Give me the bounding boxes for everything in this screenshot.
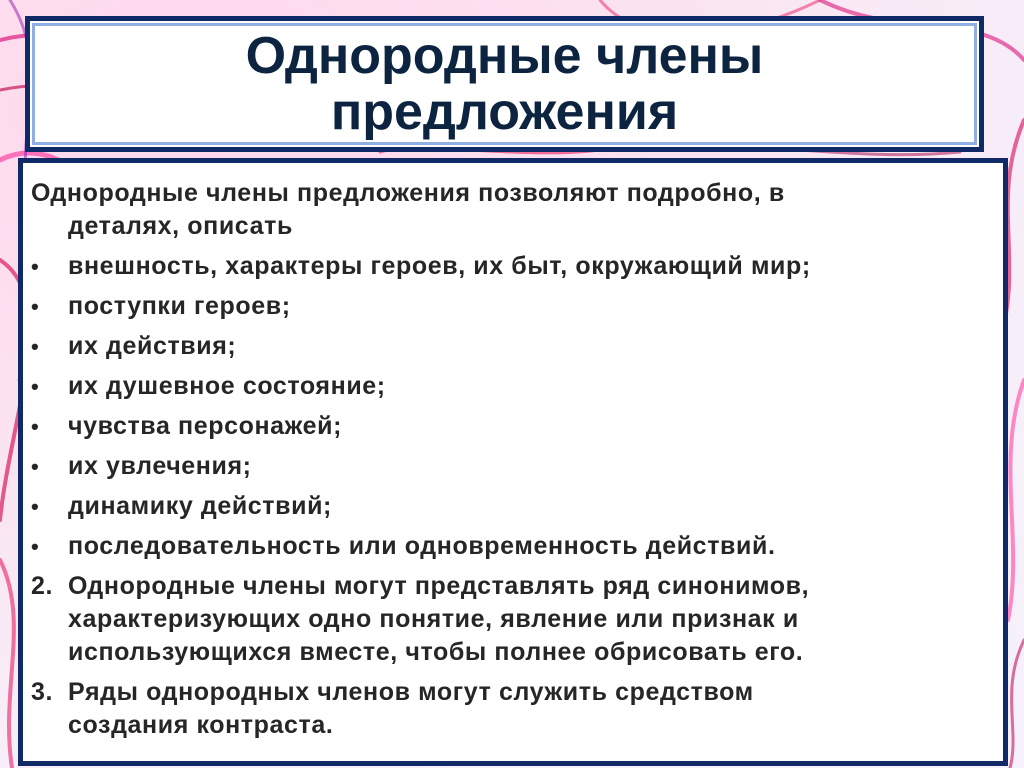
bullet-icon: • xyxy=(31,294,40,319)
point-2-line-3: использующихся вместе, чтобы полнее обрисовать его. xyxy=(68,638,804,666)
bullet-icon: • xyxy=(31,254,40,279)
item-number: 3. xyxy=(31,678,54,706)
bullet-text: внешность, характеры героев, их быт, окружающий мир; xyxy=(68,252,811,280)
bullet-item xyxy=(23,490,1003,523)
point-2-line-1: Однородные члены могут представлять ряд синонимов, xyxy=(68,572,810,600)
bullet-text: динамику действий; xyxy=(68,492,332,520)
bullet-text: их действия; xyxy=(68,332,237,360)
bullet-item xyxy=(23,370,1003,403)
item-number: 2. xyxy=(31,572,54,600)
numbered-item-2 xyxy=(23,570,1003,603)
bullet-item xyxy=(23,250,1003,283)
bullet-item xyxy=(23,530,1003,563)
bullet-item xyxy=(23,330,1003,363)
bullet-icon: • xyxy=(31,334,40,359)
bullet-text: их увлечения; xyxy=(68,452,252,480)
bullet-icon: • xyxy=(31,534,40,559)
bullet-item xyxy=(23,450,1003,483)
content-box xyxy=(18,158,1008,766)
bullet-text: их душевное состояние; xyxy=(68,372,386,400)
bullet-icon: • xyxy=(31,374,40,399)
bullet-icon: • xyxy=(31,494,40,519)
title-box xyxy=(25,16,984,152)
bullet-item xyxy=(23,290,1003,323)
bullet-text: последовательность или одновременность действий. xyxy=(68,532,776,560)
point-3-line-2: создания контраста. xyxy=(68,711,334,739)
numbered-item-3 xyxy=(23,676,1003,709)
page-title-line-2: предложения xyxy=(330,83,679,141)
bullet-item xyxy=(23,410,1003,443)
bullet-icon: • xyxy=(31,454,40,479)
point-2-line-2: характеризующих одно понятие, явление или признак и xyxy=(68,605,799,633)
intro-line-1: Однородные члены предложения позволяют подробно, в xyxy=(31,179,785,207)
page-title-line-1: Однородные члены xyxy=(245,27,764,85)
bullet-text: чувства персонажей; xyxy=(68,412,343,440)
point-3-line-1: Ряды однородных членов могут служить средством xyxy=(68,678,754,706)
bullet-text: поступки героев; xyxy=(68,292,291,320)
bullet-icon: • xyxy=(31,414,40,439)
intro-line-2: деталях, описать xyxy=(68,212,293,240)
